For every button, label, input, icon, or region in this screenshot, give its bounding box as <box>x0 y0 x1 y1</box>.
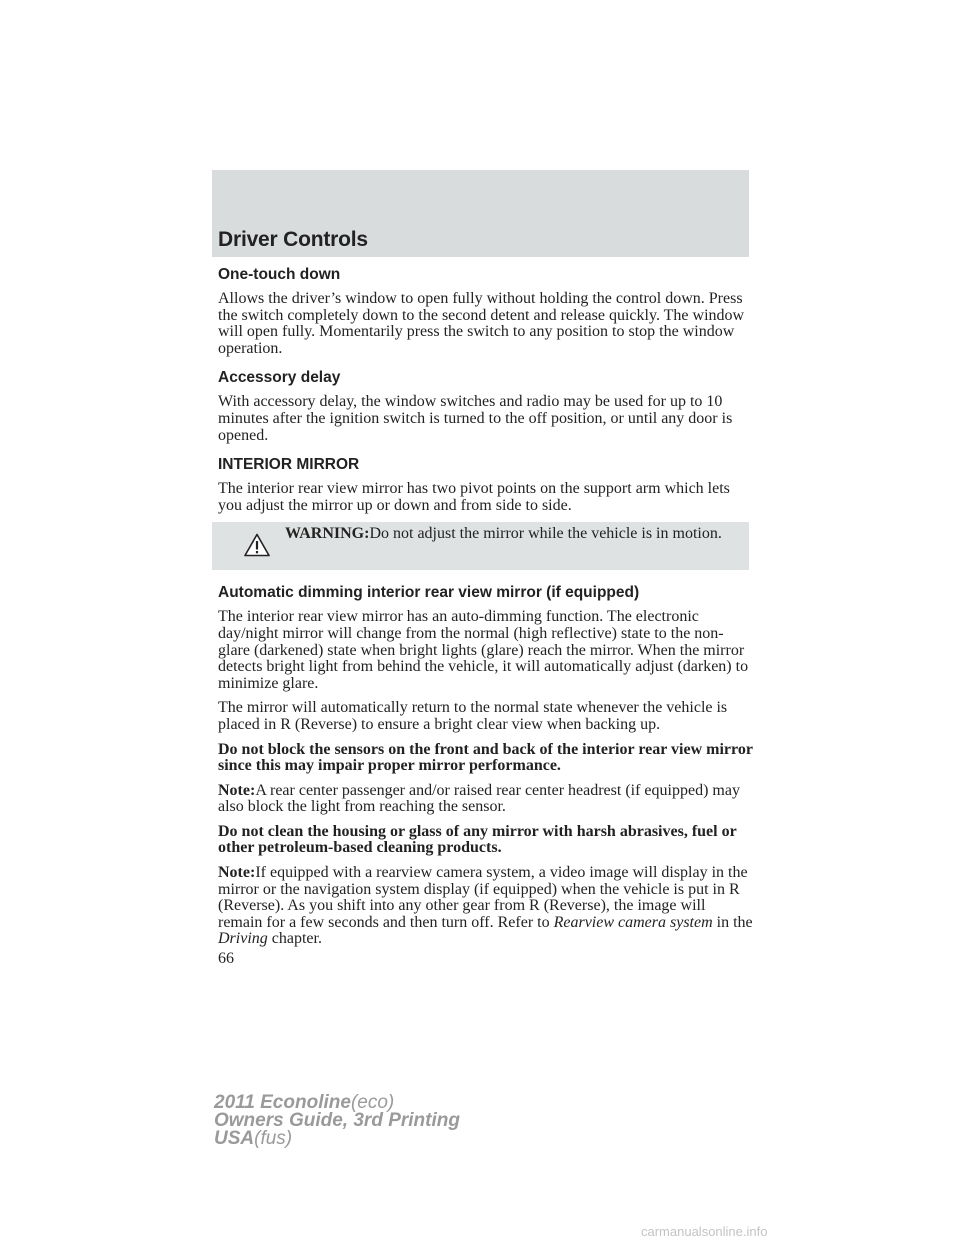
paragraph-note-headrest <box>218 783 753 816</box>
footer-model-code: (eco) <box>350 1092 395 1113</box>
note-label: Note: <box>218 864 256 882</box>
footer <box>214 1094 460 1148</box>
footer-region-code: (fus) <box>254 1128 293 1149</box>
reference-driving-chapter: Driving <box>218 930 268 948</box>
warning-message: Do not adjust the mirror while the vehicle is in motion. <box>369 525 722 543</box>
heading-interior-mirror: INTERIOR MIRROR <box>218 456 360 474</box>
heading-accessory-delay: Accessory delay <box>218 369 341 387</box>
paragraph-sensor-caution: Do not block the sensors on the front and back of the interior rear view mirror since this may impair proper mirror performance. <box>218 740 753 775</box>
warning-box <box>212 522 749 570</box>
note-text-end: chapter. <box>267 930 322 948</box>
watermark: carmanualsonline.info <box>641 1224 768 1239</box>
page-title: Driver Controls <box>218 228 368 251</box>
paragraph-interior-mirror: The interior rear view mirror has two pivot points on the support arm which lets you adjust the mirror up or down and from side to side. <box>218 480 730 514</box>
paragraph-one-touch-down: Allows the driver’s window to open fully without holding the control down. Press the switch completely down to the second detent and release quickly. The window will open fully. Momentarily press the switch to any position to stop the window operation. <box>218 290 745 357</box>
heading-auto-dimming-mirror: Automatic dimming interior rear view mirror (if equipped) <box>218 584 640 602</box>
heading-one-touch-down: One-touch down <box>218 266 341 283</box>
paragraph-auto-dimming-1: The interior rear view mirror has an auto-dimming function. The electronic day/night mirror will change from the normal (high reflective) state to the non-glare (darkened) state when bright lights (glare) reach the mirror. When the mirror detects bright light from behind the vehicle, it will automatically adjust (darken) to minimize glare. <box>218 608 749 692</box>
paragraph-auto-dimming-2: The mirror will automatically return to the normal state whenever the vehicle is placed in R (Reverse) to ensure a bright clear view when backing up. <box>218 699 728 733</box>
paragraph-note-camera <box>218 865 753 948</box>
note-text-mid: in the <box>712 913 753 931</box>
page-number: 66 <box>218 950 234 968</box>
warning-text <box>285 526 725 543</box>
reference-rearview-camera: Rearview camera system <box>553 913 713 931</box>
page-content <box>218 266 753 968</box>
warning-triangle-icon <box>244 533 270 557</box>
note-text: A rear center passenger and/or raised rear center headrest (if equipped) may also block the light from reaching the sensor. <box>218 781 740 816</box>
note-label: Note: <box>218 781 256 799</box>
paragraph-accessory-delay: With accessory delay, the window switches and radio may be used for up to 10 minutes after the ignition switch is turned to the off position, or until any door is opened. <box>218 393 733 444</box>
paragraph-cleaning-caution: Do not clean the housing or glass of any mirror with harsh abrasives, fuel or other petroleum-based cleaning products. <box>218 822 737 857</box>
note-text: If equipped with a rearview camera system, a video image will display in the mirror or the navigation system display (if equipped) when the vehicle is put in R (Reverse). As you shift into any other gear from R (Reverse), the image will remain for a few seconds and then turn off. Refer to <box>218 864 748 931</box>
footer-printing: Owners Guide, 3rd Printing <box>214 1110 460 1131</box>
footer-model: 2011 Econoline <box>214 1092 351 1113</box>
footer-line-region <box>214 1130 460 1148</box>
footer-region: USA <box>214 1128 255 1149</box>
warning-label: WARNING: <box>285 525 370 543</box>
